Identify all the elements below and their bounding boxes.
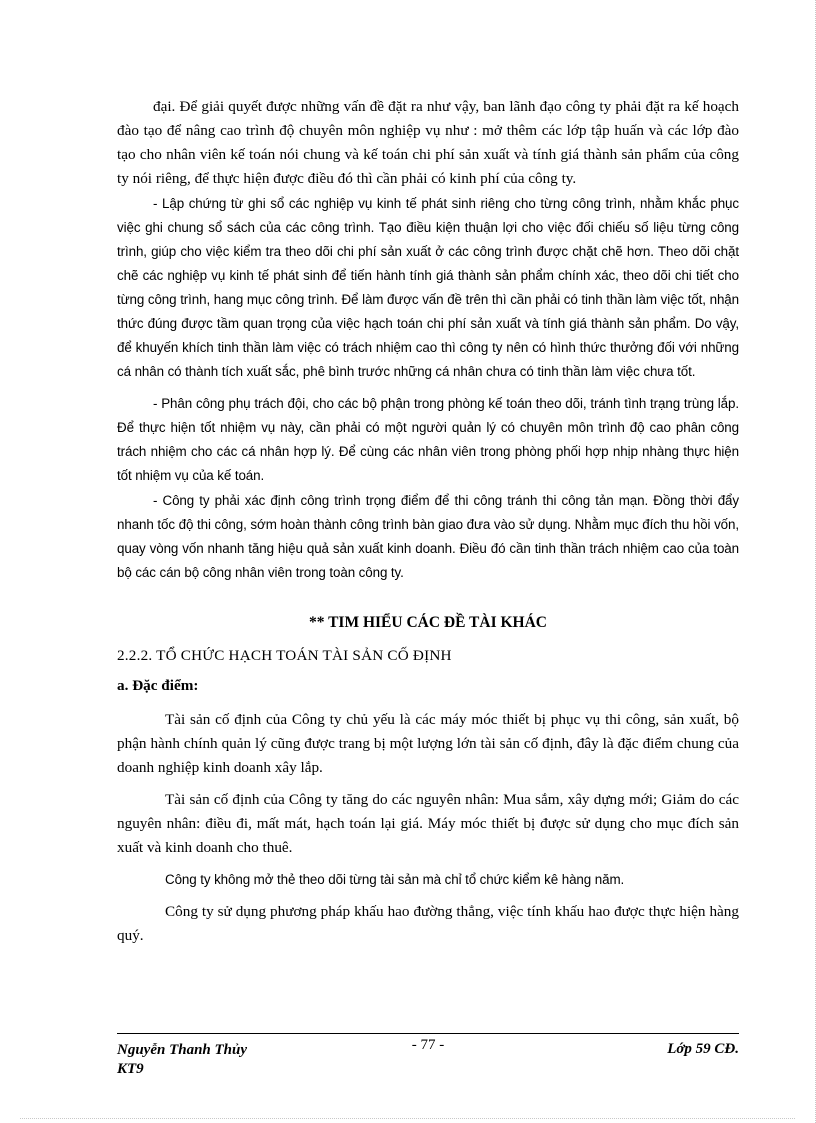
body-paragraph-7: Công ty không mở thẻ theo dõi từng tài sản mà chỉ tổ chức kiểm kê hàng năm. — [165, 872, 625, 887]
body-paragraph-4: - Công ty phải xác định công trình trọng điểm để thi công tránh thi công tản mạn. Đồng thời đẩy nhanh tốc độ thi công, sớm hoàn thành công trình bàn giao đưa vào sử dụng. Nhằm mục đích thu hồi vốn, quay vòng vốn nhanh tăng hiệu quả sản xuất kinh doanh. Điều đó cần tinh thần trách nhiệm cao của toàn bộ các cán bộ công nhân viên trong toàn công ty. — [117, 493, 739, 580]
footer-author-name: Nguyễn Thanh Thủy — [117, 1042, 248, 1058]
body-paragraph-3: - Phân công phụ trách đội, cho các bộ phận trong phòng kế toán theo dõi, tránh tình trạng trùng lắp. Để thực hiện tốt nhiệm vụ này, cần phải có một người quản lý có chuyên môn trình độ cao phân công trách nhiệm cho các cá nhân hợp lý. Để cùng các nhân viên trong phòng phối hợp nhịp nhàng thực hiện tốt nhiệm vụ của kế toán. — [117, 396, 739, 483]
subheading-characteristics: a. Đặc điểm: — [117, 677, 199, 694]
subheading-fixed-assets: 2.2.2. TỔ CHỨC HẠCH TOÁN TÀI SẢN CỐ ĐỊNH — [117, 647, 452, 664]
body-paragraph-8: Công ty sử dụng phương pháp khấu hao đường thẳng, việc tính khấu hao được thực hiện hàng quý. — [117, 903, 739, 944]
page-content — [117, 95, 739, 956]
page-footer — [117, 1037, 739, 1077]
page-bottom-border — [20, 1118, 795, 1119]
footer-class-label: Lớp 59 CĐ. — [667, 1041, 739, 1057]
body-paragraph-6: Tài sản cố định của Công ty tăng do các nguyên nhân: Mua sắm, xây dựng mới; Giảm do các nguyên nhân: điều đi, mất mát, hạch toán lại giá. Máy móc thiết bị được sử dụng cho mục đích sản xuất và kinh doanh cho thuê. — [117, 791, 739, 856]
body-paragraph-1: đại. Để giải quyết được những vấn đề đặt ra như vậy, ban lãnh đạo công ty phải đặt ra kế hoạch đào tạo để nâng cao trình độ chuyên môn nghiệp vụ như : mở thêm các lớp tập huấn và các lớp đào tạo cho nhân viên kế toán nói chung và kế toán chi phí sản xuất và tính giá thành sản phẩm của công ty nói riêng, để thực hiện được điều đó thì cần phải có kinh phí của công ty. — [117, 98, 739, 187]
body-paragraph-5: Tài sản cố định của Công ty chủ yếu là các máy móc thiết bị phục vụ thi công, sản xuất, bộ phận hành chính quản lý cũng được trang bị một lượng lớn tài sản cố định, đây là đặc điểm chung của doanh nghiệp kinh doanh xây lắp. — [117, 711, 739, 776]
page-number: - 77 - — [411, 1037, 445, 1053]
footer-author-class-code: KT9 — [117, 1061, 144, 1077]
body-paragraph-2: - Lập chứng từ ghi sổ các nghiệp vụ kinh tế phát sinh riêng cho từng công trình, nhằm khắc phục việc ghi chung sổ sách của các công trình. Tạo điều kiện thuận lợi cho việc đối chiếu số liệu từng công trình, giúp cho việc kiểm tra theo dõi chi phí sản xuất ở các công trình được chặt chẽ hơn. Theo dõi chặt chẽ các nghiệp vụ kinh tế phát sinh để tiến hành tính giá thành sản phẩm chính xác, theo dõi chi tiết cho từng công trình, hang mục công trình. Để làm được vấn đề trên thì cần phải có tinh thần làm việc tốt, nhận thức đúng được tầm quan trọng của việc hạch toán chi phí sản xuất và tính giá thành sản phẩm. Do vậy, để khuyến khích tinh thần làm việc có trách nhiệm cao thì công ty nên có hình thức thưởng đối với những cá nhân có thành tích xuất sắc, phê bình trước những cá nhân chưa có tinh thần làm việc chưa tốt. — [117, 196, 739, 379]
footer-divider — [117, 1033, 739, 1034]
section-title: ** TIM HIỂU CÁC ĐỀ TÀI KHÁC — [309, 614, 547, 631]
